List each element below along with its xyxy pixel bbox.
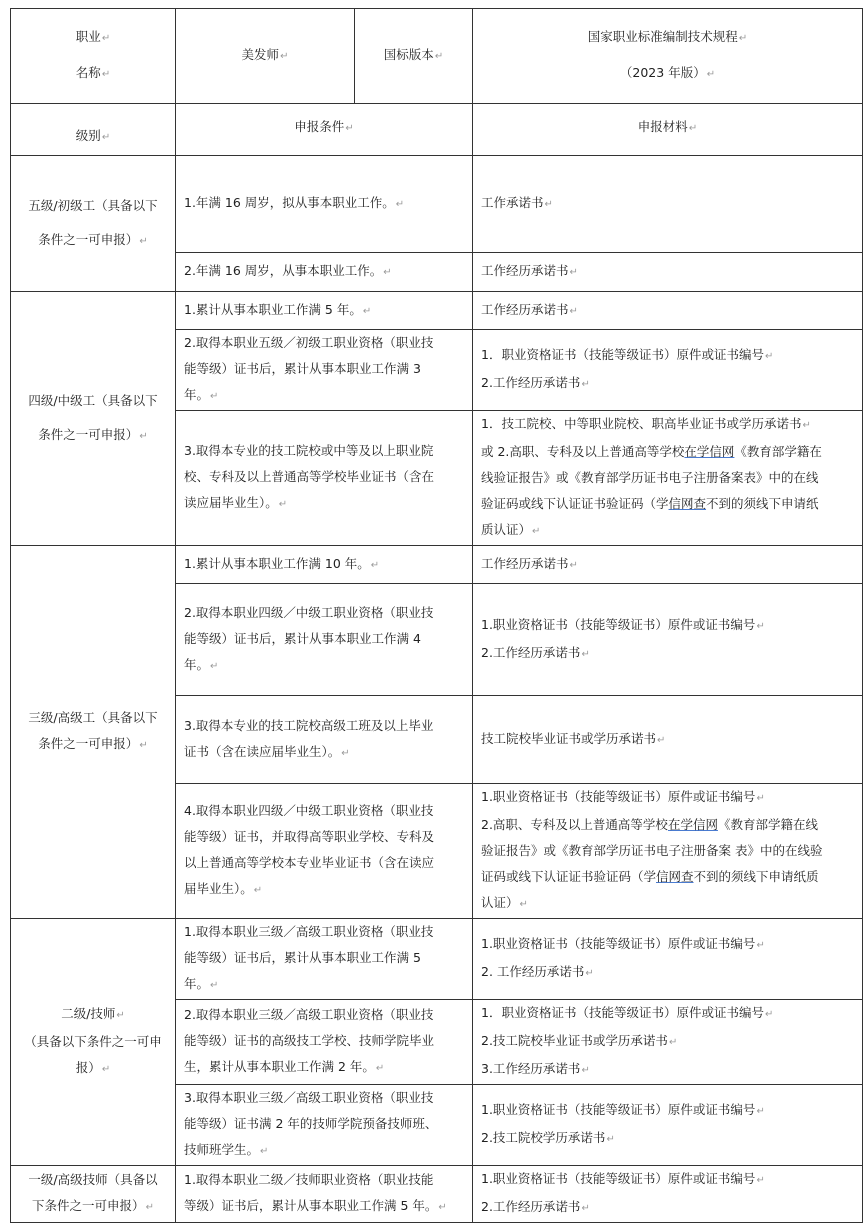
paragraph-mark-icon: ↵ [101,132,111,143]
condition-text-line: 能等级）证书满 2 年的技师学院预备技师班、 [184,1116,438,1131]
level-label: 级别 [75,128,101,143]
paragraph-mark-icon: ↵ [519,899,528,910]
paragraph-mark-icon: ↵ [668,1037,678,1048]
materials-text-line: 2.高职、专科及以上普通高等学校 [481,817,668,832]
materials-header-cell [473,104,863,156]
level-5-name-line2: 条件之一可申报） [38,231,139,247]
table-header-row [11,9,863,104]
condition-cell [176,919,473,1000]
materials-text-line: 不到的须线下申请纸 [706,496,819,511]
level-4-cell [11,292,176,546]
condition-text-line: 3.取得本专业的技工院校高级工班及以上毕业 [184,717,434,733]
level-2-name-line2: （具备以下条件之一可申 [24,1034,162,1049]
materials-text-line: 《教育部学籍在 [734,444,822,459]
condition-cell [176,546,473,584]
occupation-label-line2: 名称 [75,65,101,80]
paragraph-mark-icon: ↵ [341,747,350,759]
paragraph-mark-icon: ↵ [101,69,111,80]
standard-year: （2023 年版） [619,65,706,80]
paragraph-mark-icon: ↵ [434,51,444,62]
occupation-value-cell [176,9,355,104]
condition-text-line: 2.取得本职业三级／高级工职业资格（职业技 [184,1007,434,1022]
materials-cell [473,546,863,584]
paragraph-mark-icon: ↵ [569,267,578,278]
materials-text-line: 1.职业资格证书（技能等级证书）原件或证书编号 [481,1171,756,1186]
condition-text-line: 技师班学生。 [184,1142,260,1157]
condition-cell [176,1166,473,1223]
condition-text-line: 读应届毕业生）。 [184,495,278,510]
materials-text-line: 证码或线下认证证书验证码（学 [481,869,657,884]
condition-text-line: 4.取得本职业四级／中级工职业资格（职业技 [184,803,434,818]
table-row [11,546,863,584]
version-label-cell [355,9,473,104]
condition-text-line: 证书（含在读应届毕业生）。 [184,743,341,759]
condition-text-line: 3.取得本专业的技工院校或中等及以上职业院 [184,443,434,458]
paragraph-mark-icon: ↵ [581,648,590,660]
table-row [11,919,863,1000]
materials-text-line: 线验证报告》或《教育部学历证书电子注册备案表》中的在线 [481,470,819,485]
condition-text-line: 2.取得本职业四级／中级工职业资格（职业技 [184,604,434,620]
paragraph-mark-icon: ↵ [764,1009,774,1020]
condition-cell [176,784,473,919]
condition-text-line: 能等级）证书后，累计从事本职业工作满 4 [184,630,421,646]
occupation-name-label-cell [11,9,176,104]
materials-cell [473,330,863,411]
materials-cell [473,919,863,1000]
paragraph-mark-icon: ↵ [585,968,594,979]
paragraph-mark-icon: ↵ [756,620,765,632]
condition-text-line: 能等级）证书，并取得高等职业学校、专科及 [184,829,435,844]
condition-cell [176,330,473,411]
materials-text-line: 验证码或线下认证证书验证码（学 [481,496,669,511]
paragraph-mark-icon: ↵ [280,51,289,62]
paragraph-mark-icon: ↵ [569,559,578,571]
table-row [11,156,863,253]
condition-text-line: 年。 [184,976,210,991]
condition-cell [176,696,473,784]
paragraph-mark-icon: ↵ [756,940,765,951]
materials-cell [473,1085,863,1166]
paragraph-mark-icon: ↵ [756,793,765,804]
paragraph-mark-icon: ↵ [383,267,392,278]
version-label: 国标版本 [383,47,434,62]
materials-text-line: 1.职业资格证书（技能等级证书）原件或证书编号 [481,936,756,951]
paragraph-mark-icon: ↵ [139,430,148,442]
paragraph-mark-icon: ↵ [395,199,405,210]
condition-cell [176,1000,473,1085]
level-1-name-line1: 一级/高级技师（具备以 [28,1172,158,1187]
level-5-name-line1: 五级/初级工（具备以下 [28,197,158,213]
materials-text-line: 质认证） [481,522,532,537]
xuexin-link[interactable]: 信网查 [668,496,707,511]
table-row [11,292,863,330]
condition-text-line: 能等级）证书的高级技工学校、技师学院毕业 [184,1033,435,1048]
materials-text-line: 1．技工院校、中等职业院校、职高毕业证书或学历承诺书 [481,416,802,431]
paragraph-mark-icon: ↵ [253,885,263,896]
level-2-name-line1: 二级/技师 [61,1006,116,1021]
standard-title: 国家职业标准编制技术规程 [587,29,738,44]
materials-text-line: 《教育部学籍在线 [717,817,818,832]
materials-cell [473,1166,863,1223]
paragraph-mark-icon: ↵ [101,1064,111,1075]
materials-cell [473,696,863,784]
xuexin-link[interactable]: 信网查 [656,869,694,884]
level-5-cell [11,156,176,292]
paragraph-mark-icon: ↵ [370,559,380,571]
paragraph-mark-icon: ↵ [738,33,748,44]
condition-text: 1.累计从事本职业工作满 5 年。 [184,301,362,317]
paragraph-mark-icon: ↵ [581,1203,590,1214]
condition-text-line: 届毕业生）。 [184,881,253,896]
condition-cell [176,156,473,253]
condition-text-line: 1.取得本职业二级／技师职业资格（职业技能 [184,1172,434,1187]
materials-text-line: 1.职业资格证书（技能等级证书）原件或证书编号 [481,1102,756,1117]
materials-cell [473,1000,863,1085]
condition-cell [176,253,473,292]
materials-text: 技工院校毕业证书或学历承诺书 [481,730,657,746]
paragraph-mark-icon: ↵ [532,526,541,537]
materials-text: 工作经历承诺书 [481,301,569,317]
materials-cell [473,292,863,330]
paragraph-mark-icon: ↵ [581,1065,590,1076]
condition-text: 1.年满 16 周岁，拟从事本职业工作。 [184,195,395,210]
level-1-name-line2: 下条件之一可申报） [32,1198,145,1213]
condition-text-line: 年。 [184,387,210,402]
condition-text: 1.累计从事本职业工作满 10 年。 [184,555,370,571]
materials-text-line: 不到的须线下申请纸质 [693,869,819,884]
level-3-name-line1: 三级/高级工（具备以下 [28,710,158,725]
materials-text-line: 认证） [481,895,519,910]
materials-cell [473,784,863,919]
materials-cell [473,411,863,546]
paragraph-mark-icon: ↵ [802,420,811,431]
paragraph-mark-icon: ↵ [569,305,578,317]
materials-text-line: 2.技工院校学历承诺书 [481,1130,606,1145]
paragraph-mark-icon: ↵ [375,1063,385,1074]
materials-label: 申报材料 [637,119,688,134]
condition-text-line: 能等级）证书后，累计从事本职业工作满 5 [184,950,421,965]
paragraph-mark-icon: ↵ [101,33,111,44]
paragraph-mark-icon: ↵ [756,1106,765,1117]
materials-text-line: 或 2.高职、专科及以上普通高等学校 [481,444,685,459]
paragraph-mark-icon: ↵ [210,980,219,991]
xuexin-link[interactable]: 在学信网 [684,444,735,459]
condition-cell [176,411,473,546]
level-1-cell [11,1166,176,1223]
materials-text-line: 验证报告》或《教育部学历证书电子注册备案 表》中的在线验 [481,843,823,858]
paragraph-mark-icon: ↵ [438,1202,447,1213]
paragraph-mark-icon: ↵ [688,123,698,134]
materials-text-line: 2.工作经历承诺书 [481,375,581,390]
materials-text-line: 2.工作经历承诺书 [481,644,581,660]
condition-cell [176,292,473,330]
materials-text-line: 1．职业资格证书（技能等级证书）原件或证书编号 [481,1005,764,1020]
level-2-cell [11,919,176,1166]
level-4-name-line1: 四级/中级工（具备以下 [28,392,158,408]
level-3-cell [11,546,176,919]
occupation-label-line1: 职业 [75,29,101,44]
paragraph-mark-icon: ↵ [706,69,716,80]
column-header-row [11,104,863,156]
materials-text: 工作经历承诺书 [481,263,569,278]
paragraph-mark-icon: ↵ [139,740,148,751]
table-row [11,1166,863,1223]
level-4-name-line2: 条件之一可申报） [38,426,139,442]
materials-text-line: 2.工作经历承诺书 [481,1199,581,1214]
materials-cell [473,156,863,253]
paragraph-mark-icon: ↵ [278,499,288,510]
paragraph-mark-icon: ↵ [210,660,219,672]
materials-text-line: 1．职业资格证书（技能等级证书）原件或证书编号 [481,347,764,362]
materials-text-line: 2.技工院校毕业证书或学历承诺书 [481,1033,668,1048]
application-conditions-table [10,8,863,1223]
condition-text-line: 等级）证书后，累计从事本职业工作满 5 年。 [184,1198,438,1213]
materials-text: 工作承诺书 [481,195,544,210]
level-header-cell [11,104,176,156]
condition-text: 2.年满 16 周岁，从事本职业工作。 [184,263,383,278]
level-3-name-line2: 条件之一可申报） [38,736,139,751]
xuexin-link[interactable]: 在学信网 [667,817,718,832]
condition-text-line: 3.取得本职业三级／高级工职业资格（职业技 [184,1090,434,1105]
paragraph-mark-icon: ↵ [260,1146,269,1157]
paragraph-mark-icon: ↵ [756,1175,765,1186]
condition-text-line: 1.取得本职业三级／高级工职业资格（职业技 [184,924,434,939]
condition-cell [176,1085,473,1166]
paragraph-mark-icon: ↵ [581,379,590,390]
condition-text-line: 年。 [184,656,210,672]
materials-text: 工作经历承诺书 [481,555,569,571]
materials-cell [473,253,863,292]
paragraph-mark-icon: ↵ [116,1010,125,1021]
condition-text-line: 能等级）证书后，累计从事本职业工作满 3 [184,361,421,376]
paragraph-mark-icon: ↵ [345,123,354,134]
condition-text-line: 校、专科及以上普通高等学校毕业证书（含在 [184,469,435,484]
materials-text-line: 2. 工作经历承诺书 [481,964,585,979]
paragraph-mark-icon: ↵ [145,1202,154,1213]
paragraph-mark-icon: ↵ [139,235,148,247]
paragraph-mark-icon: ↵ [210,391,219,402]
paragraph-mark-icon: ↵ [544,199,553,210]
occupation-value: 美发师 [241,47,280,62]
condition-text-line: 生，累计从事本职业工作满 2 年。 [184,1059,375,1074]
paragraph-mark-icon: ↵ [764,351,774,362]
paragraph-mark-icon: ↵ [657,734,666,746]
materials-text-line: 1.职业资格证书（技能等级证书）原件或证书编号 [481,616,756,632]
materials-text-line: 3.工作经历承诺书 [481,1061,581,1076]
materials-text-line: 1.职业资格证书（技能等级证书）原件或证书编号 [481,789,756,804]
conditions-header-cell [176,104,473,156]
materials-cell [473,584,863,696]
paragraph-mark-icon: ↵ [362,305,372,317]
paragraph-mark-icon: ↵ [606,1134,615,1145]
condition-cell [176,584,473,696]
conditions-label: 申报条件 [294,119,345,134]
condition-text-line: 以上普通高等学校本专业毕业证书（含在读应 [184,855,435,870]
level-2-name-line3: 报） [75,1060,101,1075]
condition-text-line: 2.取得本职业五级／初级工职业资格（职业技 [184,335,434,350]
standard-title-cell [473,9,863,104]
